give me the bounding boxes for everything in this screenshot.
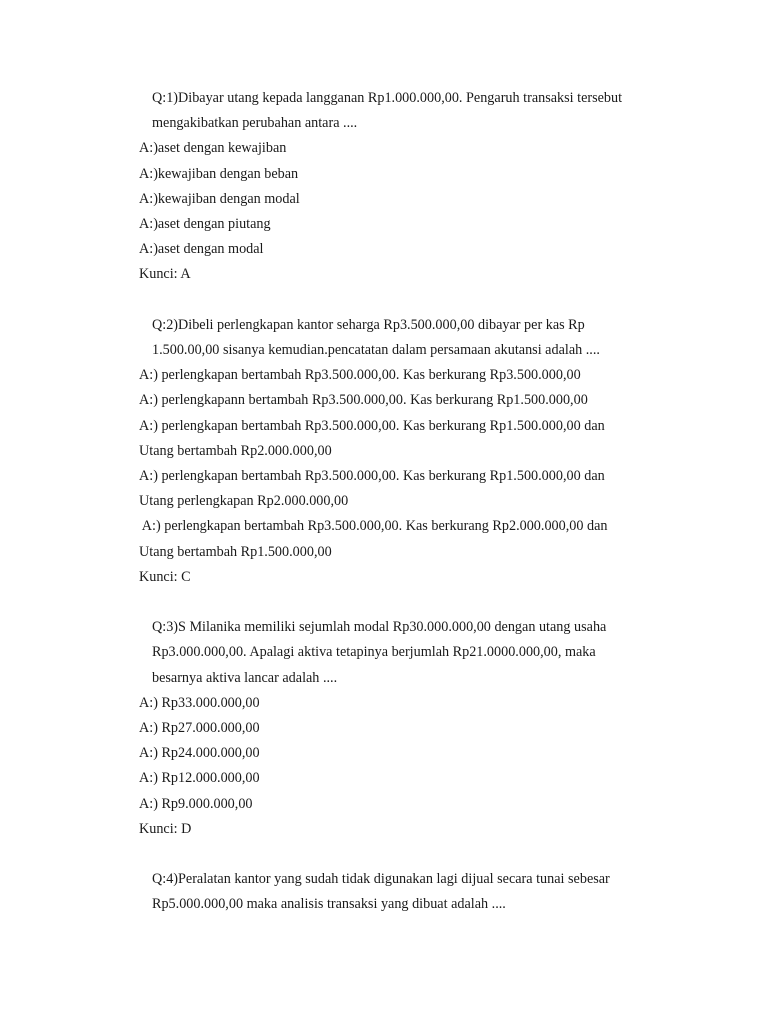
question-1: [139, 86, 699, 288]
answer-option: A:) perlengkapann bertambah Rp3.500.000,00. Kas berkurang Rp1.500.000,00: [139, 392, 588, 409]
answer-option: A:) perlengkapan bertambah Rp3.500.000,00. Kas berkurang Rp2.000.000,00 dan: [139, 518, 608, 535]
question-2: [139, 313, 699, 590]
answer-option: A:) perlengkapan bertambah Rp3.500.000,00. Kas berkurang Rp3.500.000,00: [139, 367, 581, 384]
question-line: 1.500.00,00 sisanya kemudian.pencatatan dalam persamaan akutansi adalah ....: [152, 342, 600, 359]
question-line: Rp3.000.000,00. Apalagi aktiva tetapinya berjumlah Rp21.0000.000,00, maka: [152, 644, 596, 661]
question-line: mengakibatkan perubahan antara ....: [152, 115, 358, 132]
answer-key: Kunci: A: [139, 266, 191, 283]
answer-option: A:) perlengkapan bertambah Rp3.500.000,00. Kas berkurang Rp1.500.000,00 dan: [139, 417, 605, 434]
answer-option: A:) Rp27.000.000,00: [139, 720, 260, 737]
question-line: besarnya aktiva lancar adalah ....: [152, 669, 338, 686]
answer-option: A:) Rp9.000.000,00: [139, 795, 253, 812]
question-text: [139, 313, 699, 363]
question-line: Rp5.000.000,00 maka analisis transaksi yang dibuat adalah ....: [152, 896, 506, 913]
answer-option: A:)aset dengan piutang: [139, 216, 271, 233]
answer-option-continuation: Utang bertambah Rp1.500.000,00: [139, 543, 332, 560]
question-line: Q:3)S Milanika memiliki sejumlah modal Rp30.000.000,00 dengan utang usaha: [152, 619, 607, 636]
question-4: [139, 867, 699, 917]
answer-key: Kunci: D: [139, 820, 192, 837]
answer-option-continuation: Utang perlengkapan Rp2.000.000,00: [139, 493, 349, 510]
answer-key: Kunci: C: [139, 568, 191, 585]
answer-option: A:) perlengkapan bertambah Rp3.500.000,00. Kas berkurang Rp1.500.000,00 dan: [139, 468, 605, 485]
answer-option: A:) Rp12.000.000,00: [139, 770, 260, 787]
answer-option: A:)aset dengan modal: [139, 241, 264, 258]
answer-option-continuation: Utang bertambah Rp2.000.000,00: [139, 442, 332, 459]
quiz-content: [139, 86, 699, 918]
question-line: Q:2)Dibeli perlengkapan kantor seharga Rp3.500.000,00 dibayar per kas Rp: [152, 316, 585, 333]
answer-option: A:)kewajiban dengan modal: [139, 190, 300, 207]
answer-option: A:) Rp33.000.000,00: [139, 694, 260, 711]
question-text: [139, 86, 699, 136]
question-text: [139, 867, 699, 917]
question-line: Q:4)Peralatan kantor yang sudah tidak digunakan lagi dijual secara tunai sebesar: [152, 871, 610, 888]
question-text: [139, 615, 699, 691]
answer-option: A:)aset dengan kewajiban: [139, 140, 287, 157]
question-line: Q:1)Dibayar utang kepada langganan Rp1.000.000,00. Pengaruh transaksi tersebut: [152, 90, 623, 106]
question-3: [139, 615, 699, 842]
answer-option: A:)kewajiban dengan beban: [139, 165, 299, 182]
answer-option: A:) Rp24.000.000,00: [139, 745, 260, 762]
